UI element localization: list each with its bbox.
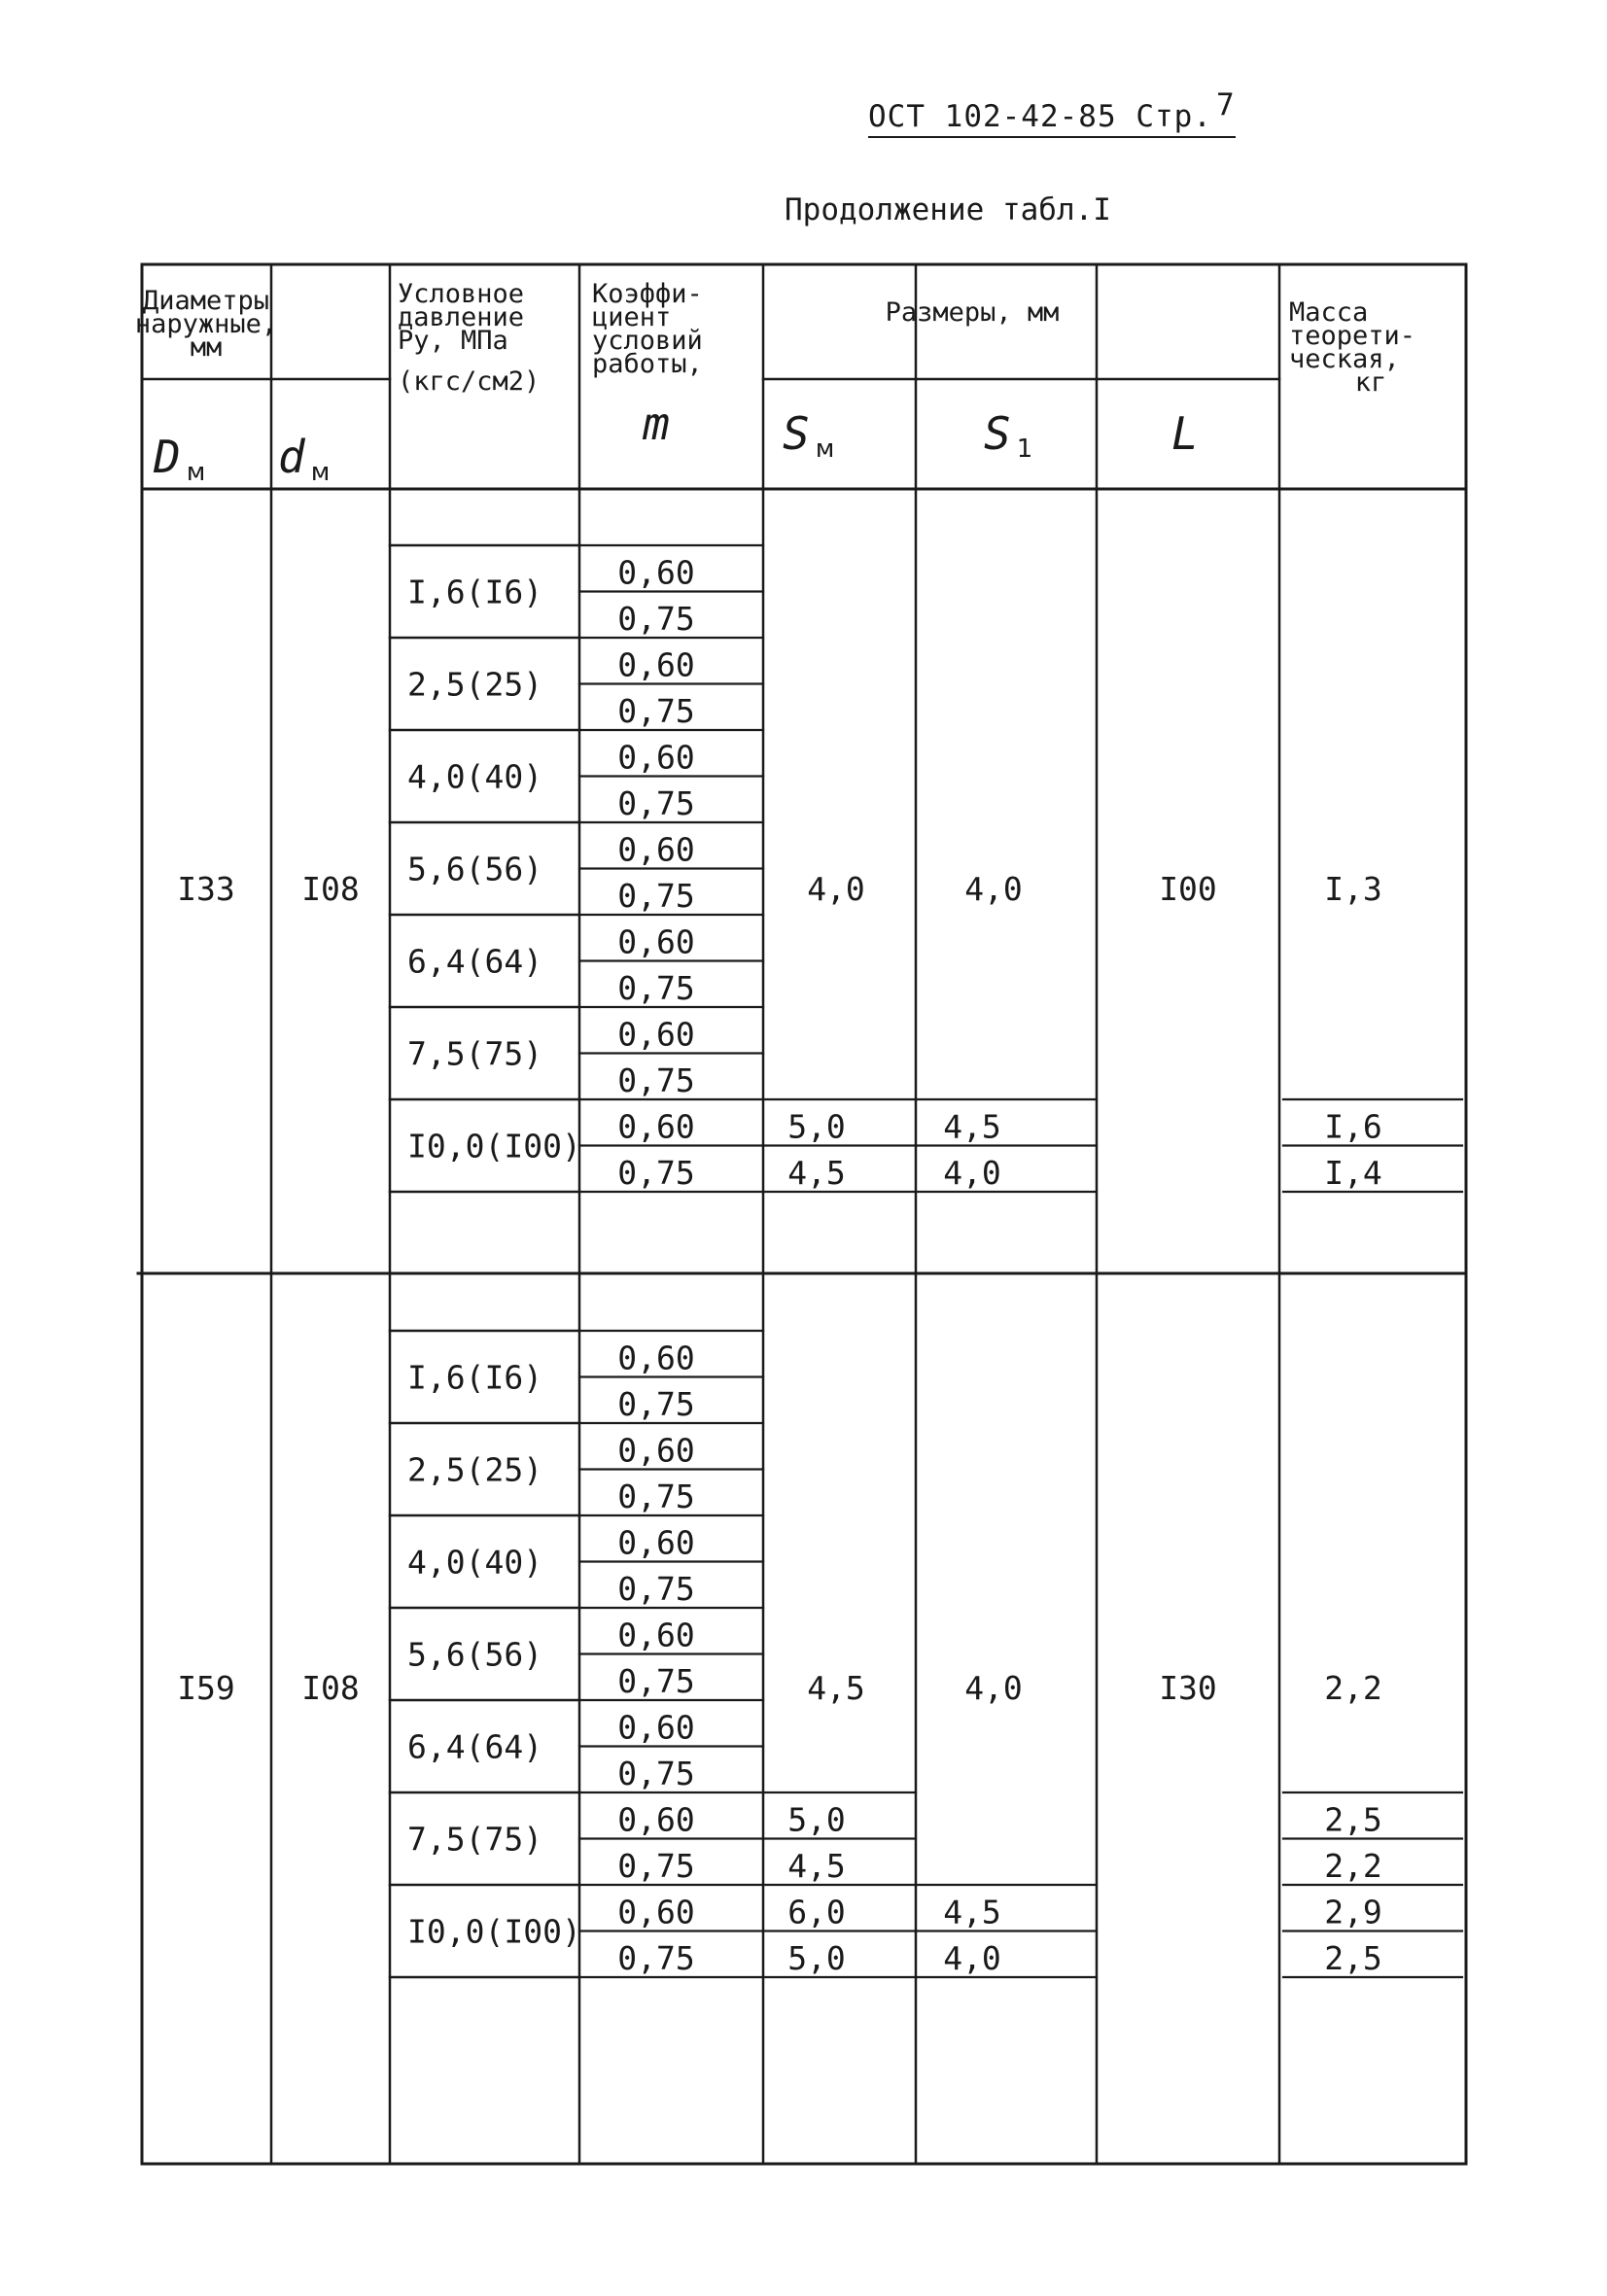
header-L-label-main: L [1171, 407, 1199, 460]
pressure-value: I,6(I6) [407, 573, 543, 611]
D-value: I59 [177, 1669, 235, 1707]
mass-value: 2,2 [1324, 1669, 1382, 1707]
coef-value: 0,60 [617, 1800, 695, 1839]
pressure-value: I,6(I6) [407, 1358, 543, 1397]
header-S1-label-sub: 1 [1016, 435, 1033, 464]
S1-value: 4,0 [964, 1669, 1023, 1707]
coef-value: 0,60 [617, 1107, 695, 1146]
Sm-value: 4,0 [807, 870, 865, 908]
Sm-value: 5,0 [787, 1107, 846, 1146]
pressure-value: 6,4(64) [407, 942, 543, 981]
header-sizes-label: Размеры, мм [885, 297, 1060, 328]
d-value: I08 [301, 870, 360, 908]
coef-value: 0,75 [617, 969, 695, 1007]
header-diameters-line: Диаметры [142, 286, 270, 316]
coef-value: 0,75 [617, 1662, 695, 1700]
header-d-label-sub: м [310, 458, 331, 487]
page-label: Стр. [1135, 99, 1212, 134]
pressure-value: 4,0(40) [407, 757, 543, 796]
mass-value: I,3 [1324, 870, 1382, 908]
coef-value: 0,75 [617, 600, 695, 638]
mass-value: 2,2 [1324, 1847, 1382, 1885]
coef-value: 0,75 [617, 1061, 695, 1099]
pressure-value: I0,0(I00) [407, 1912, 581, 1951]
page-number: 7 [1215, 87, 1236, 122]
S1-value: 4,0 [943, 1939, 1001, 1977]
S1-value: 4,5 [943, 1107, 1001, 1146]
S1-value: 4,0 [964, 870, 1023, 908]
header-S1-label-main: S [984, 407, 1011, 460]
coef-value: 0,75 [617, 1385, 695, 1423]
header-mass-line: теорети- [1289, 321, 1416, 351]
header-pressure-line: Ру, МПа [398, 326, 508, 356]
S1-value: 4,0 [943, 1154, 1001, 1192]
Sm-value: 5,0 [787, 1939, 846, 1977]
header-mass-line: ческая, [1289, 344, 1400, 374]
S1-value: 4,5 [943, 1893, 1001, 1931]
header-diameters-line: мм [190, 332, 223, 363]
header-d-label-main: d [278, 431, 305, 483]
coef-value: 0,60 [617, 1893, 695, 1931]
pressure-value: 2,5(25) [407, 665, 543, 704]
header-coef-line: условий [592, 326, 703, 356]
pressure-value: 5,6(56) [407, 850, 543, 888]
d-value: I08 [301, 1669, 360, 1707]
Sm-value: 6,0 [787, 1893, 846, 1931]
header-S1-label [984, 407, 1032, 464]
coef-value: 0,60 [617, 1431, 695, 1470]
header-d-label [278, 431, 330, 487]
header-mass-line: кг [1354, 367, 1387, 398]
header-coef-line: работы, [592, 349, 703, 379]
header-pressure-line: Условное [398, 279, 525, 309]
coef-value: 0,75 [617, 1154, 695, 1192]
coef-value: 0,60 [617, 1523, 695, 1562]
header-diameters-line: наружные, [134, 309, 278, 339]
coef-value: 0,60 [617, 922, 695, 961]
L-value: I30 [1159, 1669, 1217, 1707]
coef-value: 0,60 [617, 1708, 695, 1747]
pressure-value: 2,5(25) [407, 1450, 543, 1489]
mass-value: 2,9 [1324, 1893, 1382, 1931]
header-coef-line: Коэффи- [592, 279, 703, 309]
coef-value: 0,60 [617, 1339, 695, 1377]
mass-value: I,6 [1324, 1107, 1382, 1146]
coef-value: 0,60 [617, 645, 695, 684]
mass-value: I,4 [1324, 1154, 1382, 1192]
header-coef-line: циент [592, 302, 672, 332]
header-Sm-label [783, 407, 834, 464]
coef-value: 0,60 [617, 1616, 695, 1654]
header-pressure-line: (кгс/см2) [398, 366, 541, 397]
coef-value: 0,75 [617, 1478, 695, 1515]
doc-code: ОСТ 102-42-85 [868, 99, 1117, 134]
pressure-value: 5,6(56) [407, 1635, 543, 1674]
pressure-value: 6,4(64) [407, 1727, 543, 1766]
continuation-label: Продолжение табл.I [785, 192, 1111, 227]
header-D-label-main: D [154, 431, 181, 483]
pressure-value: I0,0(I00) [407, 1127, 581, 1165]
coef-value: 0,60 [617, 738, 695, 777]
coef-value: 0,75 [617, 1755, 695, 1792]
header-coef-symbol: m [643, 398, 670, 450]
coef-value: 0,75 [617, 784, 695, 822]
header-Sm-label-sub: м [815, 435, 835, 464]
header-D-label [153, 431, 205, 487]
header-L-label [1171, 407, 1199, 460]
coef-value: 0,75 [617, 692, 695, 730]
coef-value: 0,60 [617, 830, 695, 869]
coef-value: 0,60 [617, 1015, 695, 1054]
Sm-value: 4,5 [787, 1154, 846, 1192]
Sm-value: 5,0 [787, 1800, 846, 1839]
coef-value: 0,75 [617, 877, 695, 915]
Sm-value: 4,5 [807, 1669, 865, 1707]
coef-value: 0,75 [617, 1847, 695, 1885]
Sm-value: 4,5 [787, 1847, 846, 1885]
pressure-value: 4,0(40) [407, 1543, 543, 1582]
header-mass-line: Масса [1289, 297, 1369, 328]
header-pressure-line: давление [398, 302, 525, 332]
pressure-value: 7,5(75) [407, 1034, 543, 1073]
pressure-value: 7,5(75) [407, 1820, 543, 1859]
L-value: I00 [1159, 870, 1217, 908]
header-D-label-sub: м [186, 458, 206, 487]
mass-value: 2,5 [1324, 1939, 1382, 1977]
mass-value: 2,5 [1324, 1800, 1382, 1839]
D-value: I33 [177, 870, 235, 908]
coef-value: 0,60 [617, 553, 695, 592]
coef-value: 0,75 [617, 1939, 695, 1977]
header-Sm-label-main: S [783, 407, 810, 460]
coef-value: 0,75 [617, 1570, 695, 1608]
